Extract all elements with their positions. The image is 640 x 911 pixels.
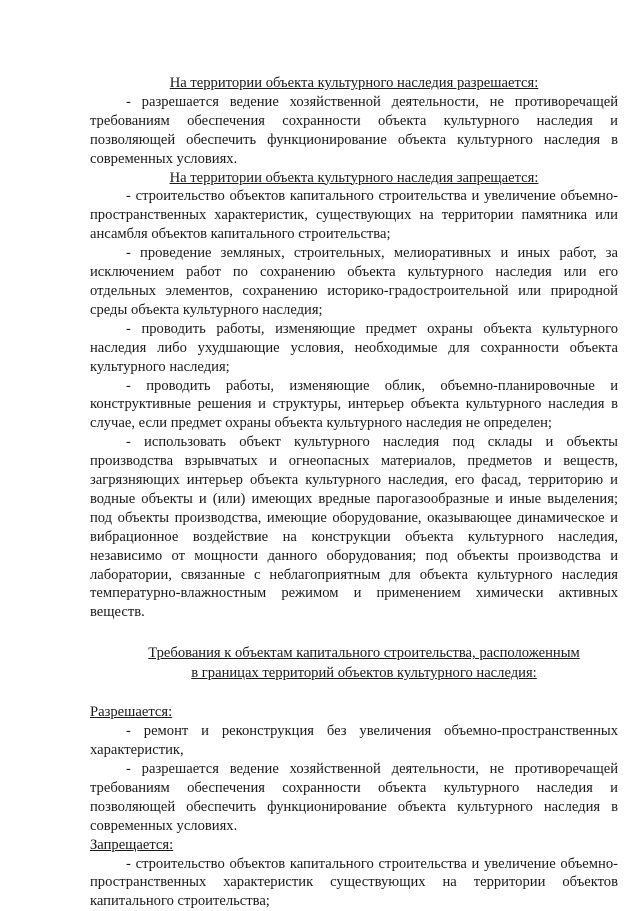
forbidden-item: - строительство объектов капитального строительства и увеличение объемно-пространственных характеристик, существующих на территории памятника или ансамбля объектов капитального строительства;	[90, 188, 618, 243]
forbidden-item: - использовать объект культурного наследия под склады и объекты производства взрывчатых и огнеопасных материалов, предметов и веществ, загрязняющих интерьер объекта культурного наследия, его фасад, территорию и водные объекты и (или) имеющих вредные парогазообразные и иные выделения; под объекты производства, имеющие оборудование, оказывающее динамическое и вибрационное воздействие на конструкции объекта культурного наследия, независимо от мощности данного оборудования; под объекты производства и лаборатории, связанные с неблагоприятным для объекта культурного наследия температурно-влажностным режимом и применением химически активных веществ.	[90, 434, 618, 621]
forbidden-heading: На территории объекта культурного наследия запрещается:	[169, 169, 539, 186]
forbidden-item: - проводить работы, изменяющие облик, объемно-планировочные и конструктивные решения и структуры, интерьер объекта культурного наследия в случае, если предмет охраны объекта культурного наследия не определен;	[90, 377, 618, 432]
section-title-line-1: Требования к объектам капитального строительства, расположенным	[148, 645, 580, 662]
document-page	[90, 74, 618, 911]
forbidden-item: - проведение земляных, строительных, мелиоративных и иных работ, за исключением работ по сохранению объекта культурного наследия или его отдельных элементов, сохранению историко-градостроительной или природной среды объекта культурного наследия;	[90, 245, 618, 318]
allowed-item: - ремонт и реконструкция без увеличения объемно-пространственных характеристик,	[90, 723, 618, 759]
forbidden-item: - строительство объектов капитального строительства и увеличение объемно-пространственных характеристик существующих на территории объектов капитального строительства;	[90, 855, 618, 910]
allowed-label: Разрешается:	[90, 704, 173, 721]
forbidden-item: - проводить работы, изменяющие предмет охраны объекта культурного наследия либо ухудшающие условия, необходимые для сохранности объекта культурного наследия;	[90, 320, 618, 375]
allowed-item: - разрешается ведение хозяйственной деятельности, не противоречащей требованиям обеспечения сохранности объекта культурного наследия и позволяющей обеспечить функционирование объекта культурного наследия в современных условиях.	[90, 761, 618, 834]
allowed-heading: На территории объекта культурного наследия разрешается:	[169, 75, 539, 91]
allowed-item: - разрешается ведение хозяйственной деятельности, не противоречащей требованиям обеспечения сохранности объекта культурного наследия и позволяющей обеспечить функционирование объекта культурного наследия в современных условиях.	[90, 93, 618, 167]
section-title	[90, 644, 618, 683]
forbidden-label: Запрещается:	[90, 836, 174, 853]
section-title-line-2: в границах территорий объектов культурного наследия:	[191, 664, 537, 681]
